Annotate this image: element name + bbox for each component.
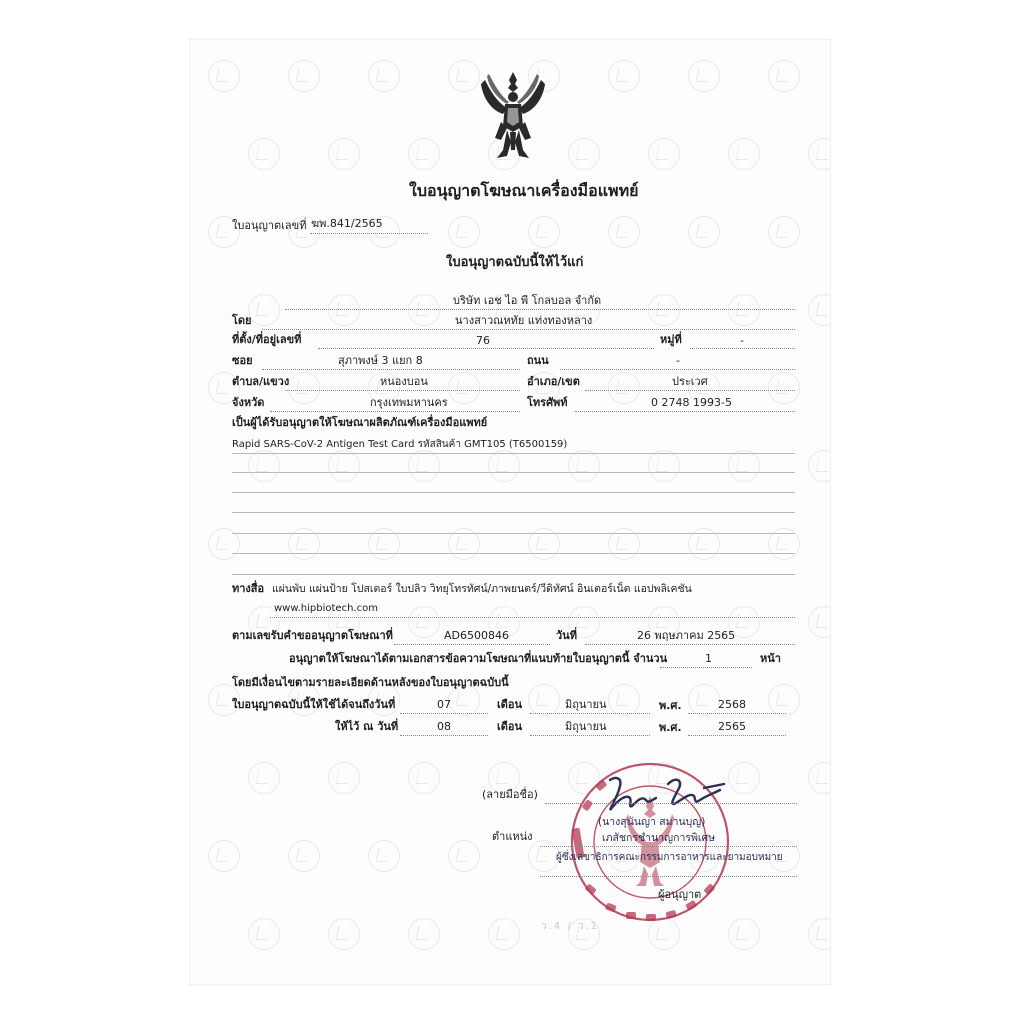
watermark-emblem-icon <box>608 60 640 92</box>
product-description: Rapid SARS-CoV-2 Antigen Test Card รหัสสินค้า GMT105 (T6500159) <box>232 439 568 450</box>
watermark-emblem-icon <box>648 294 680 326</box>
media-label: ทางสื่อ <box>232 582 265 595</box>
signatory-name: (นางสุนันญา สมานบุญ) <box>598 816 706 828</box>
watermark-emblem-icon <box>448 60 480 92</box>
media-value: แผ่นพับ แผ่นป้าย โปสเตอร์ ใบปลิว วิทยุโทรทัศน์/ภาพยนตร์/วีดิทัศน์ อินเตอร์เน็ต แอปพลิเคชัน <box>272 583 692 595</box>
watermark-emblem-icon <box>808 918 830 950</box>
watermark-emblem-icon <box>488 450 520 482</box>
watermark-emblem-icon <box>368 60 400 92</box>
watermark-emblem-icon <box>248 294 280 326</box>
watermark-emblem-icon <box>528 216 560 248</box>
watermark-emblem-icon <box>608 216 640 248</box>
request-date-label: วันที่ <box>556 629 577 642</box>
watermark-emblem-icon <box>528 684 560 716</box>
document-title: ใบอนุญาตโฆษณาเครื่องมือแพทย์ <box>409 181 639 200</box>
position-label: ตำแหน่ง <box>492 830 533 843</box>
validity-year-label: พ.ศ. <box>659 699 682 712</box>
moo-value: - <box>740 334 744 347</box>
validity-month-label: เดือน <box>497 698 523 711</box>
house-no-label: ที่ตั้ง/ที่อยู่เลขที่ <box>232 333 302 346</box>
issued-month: มิถุนายน <box>565 720 607 733</box>
soi-label: ซอย <box>232 354 253 367</box>
province-value: กรุงเทพมหานคร <box>370 396 448 409</box>
subdistrict-label: ตำบล/แขวง <box>232 375 290 388</box>
district-label: อำเภอ/เขต <box>527 375 580 388</box>
license-no-value: ฆพ.841/2565 <box>311 217 383 230</box>
position-line-2: ผู้ซึ่งเลขาธิการคณะกรรมการอาหารและยามอบหมาย <box>556 852 783 863</box>
subdistrict-value: หนองบอน <box>380 375 428 388</box>
watermark-emblem-icon <box>408 762 440 794</box>
issued-year: 2565 <box>718 720 746 733</box>
watermark-emblem-icon <box>408 450 440 482</box>
by-value: นางสาวณหทัย แท่งทองหลาง <box>455 314 593 327</box>
watermark-emblem-icon <box>288 372 320 404</box>
signature-label: (ลายมือชื่อ) <box>482 788 538 801</box>
watermark-emblem-icon <box>288 60 320 92</box>
website: www.hipbiotech.com <box>274 603 378 614</box>
request-label: ตามเลขรับคำขออนุญาตโฆษณาที่ <box>232 629 393 642</box>
conditions-text: โดยมีเงื่อนไขตามรายละเอียดด้านหลังของใบอนุญาตฉบับนี้ <box>232 676 509 689</box>
province-label: จังหวัด <box>232 396 265 409</box>
watermark-emblem-icon <box>328 762 360 794</box>
road-value: - <box>676 354 680 367</box>
watermark-emblem-icon <box>608 372 640 404</box>
watermark-emblem-icon <box>328 138 360 170</box>
issued-to-heading: ใบอนุญาตฉบับนี้ให้ไว้แก่ <box>446 255 584 270</box>
watermark-emblem-icon <box>808 294 830 326</box>
watermark-emblem-icon <box>368 840 400 872</box>
by-label: โดย <box>232 314 252 327</box>
watermark-emblem-icon <box>568 450 600 482</box>
watermark-emblem-icon <box>808 762 830 794</box>
watermark-emblem-icon <box>768 372 800 404</box>
watermark-emblem-icon <box>728 138 760 170</box>
footer-faint-text: ว.4 / ว.1 <box>541 921 600 932</box>
watermark-emblem-icon <box>448 372 480 404</box>
permission-text: เป็นผู้ได้รับอนุญาตให้โฆษณาผลิตภัณฑ์เครื่องมือแพทย์ <box>232 416 488 429</box>
watermark-emblem-icon <box>248 762 280 794</box>
pages-label: อนุญาตให้โฆษณาได้ตามเอกสารข้อความโฆษณาที่แนบท้ายใบอนุญาตนี้ จำนวน <box>289 652 668 665</box>
watermark-emblem-icon <box>448 840 480 872</box>
pages-count: 1 <box>705 652 712 665</box>
watermark-emblem-icon <box>688 60 720 92</box>
phone-value: 0 2748 1993-5 <box>651 396 732 409</box>
watermark-emblem-icon <box>688 216 720 248</box>
watermark-emblem-icon <box>408 606 440 638</box>
soi-value: สุภาพงษ์ 3 แยก 8 <box>338 354 423 367</box>
issued-year-label: พ.ศ. <box>659 721 682 734</box>
watermark-emblem-icon <box>688 684 720 716</box>
watermark-emblem-icon <box>328 918 360 950</box>
watermark-emblem-icon <box>408 918 440 950</box>
watermark-emblem-icon <box>728 450 760 482</box>
licensor-role: ผู้อนุญาต <box>658 888 702 901</box>
watermark-emblem-icon <box>208 60 240 92</box>
house-no-value: 76 <box>476 334 490 347</box>
garuda-emblem-icon <box>477 70 549 162</box>
watermark-emblem-icon <box>808 138 830 170</box>
watermark-emblem-icon <box>768 60 800 92</box>
watermark-emblem-icon <box>248 138 280 170</box>
phone-label: โทรศัพท์ <box>527 396 568 409</box>
company-name: บริษัท เอช ไอ พี โกลบอล จำกัด <box>453 294 602 307</box>
validity-year: 2568 <box>718 698 746 711</box>
watermark-emblem-icon <box>808 606 830 638</box>
watermark-emblem-icon <box>328 294 360 326</box>
watermark-emblem-icon <box>768 684 800 716</box>
watermark-emblem-icon <box>568 138 600 170</box>
watermark-emblem-icon <box>808 450 830 482</box>
watermark-emblem-icon <box>328 450 360 482</box>
watermark-emblem-icon <box>288 840 320 872</box>
moo-label: หมู่ที่ <box>660 333 682 346</box>
watermark-emblem-icon <box>728 294 760 326</box>
handwritten-signature-icon <box>598 770 728 820</box>
issued-label: ให้ไว้ ณ วันที่ <box>335 720 399 733</box>
validity-month: มิถุนายน <box>565 698 607 711</box>
position-line-1: เภสัชกรชำนาญการพิเศษ <box>602 832 716 844</box>
issued-month-label: เดือน <box>497 720 523 733</box>
watermark-emblem-icon <box>648 138 680 170</box>
watermark-emblem-icon <box>408 138 440 170</box>
license-no-label: ใบอนุญาตเลขที่ <box>232 219 307 232</box>
watermark-emblem-icon <box>488 918 520 950</box>
validity-day: 07 <box>437 698 451 711</box>
issued-day: 08 <box>437 720 451 733</box>
district-value: ประเวศ <box>672 375 708 388</box>
watermark-emblem-icon <box>248 450 280 482</box>
watermark-emblem-icon <box>448 216 480 248</box>
watermark-emblem-icon <box>768 216 800 248</box>
request-date-value: 26 พฤษภาคม 2565 <box>637 629 736 642</box>
watermark-emblem-icon <box>248 918 280 950</box>
watermark-emblem-icon <box>648 450 680 482</box>
pages-unit: หน้า <box>760 652 781 665</box>
watermark-emblem-icon <box>208 840 240 872</box>
watermark-emblem-icon <box>408 294 440 326</box>
road-label: ถนน <box>527 354 549 367</box>
validity-label: ใบอนุญาตฉบับนี้ให้ใช้ได้จนถึงวันที่ <box>232 698 396 711</box>
watermark-emblem-icon <box>608 684 640 716</box>
request-number: AD6500846 <box>444 629 509 642</box>
